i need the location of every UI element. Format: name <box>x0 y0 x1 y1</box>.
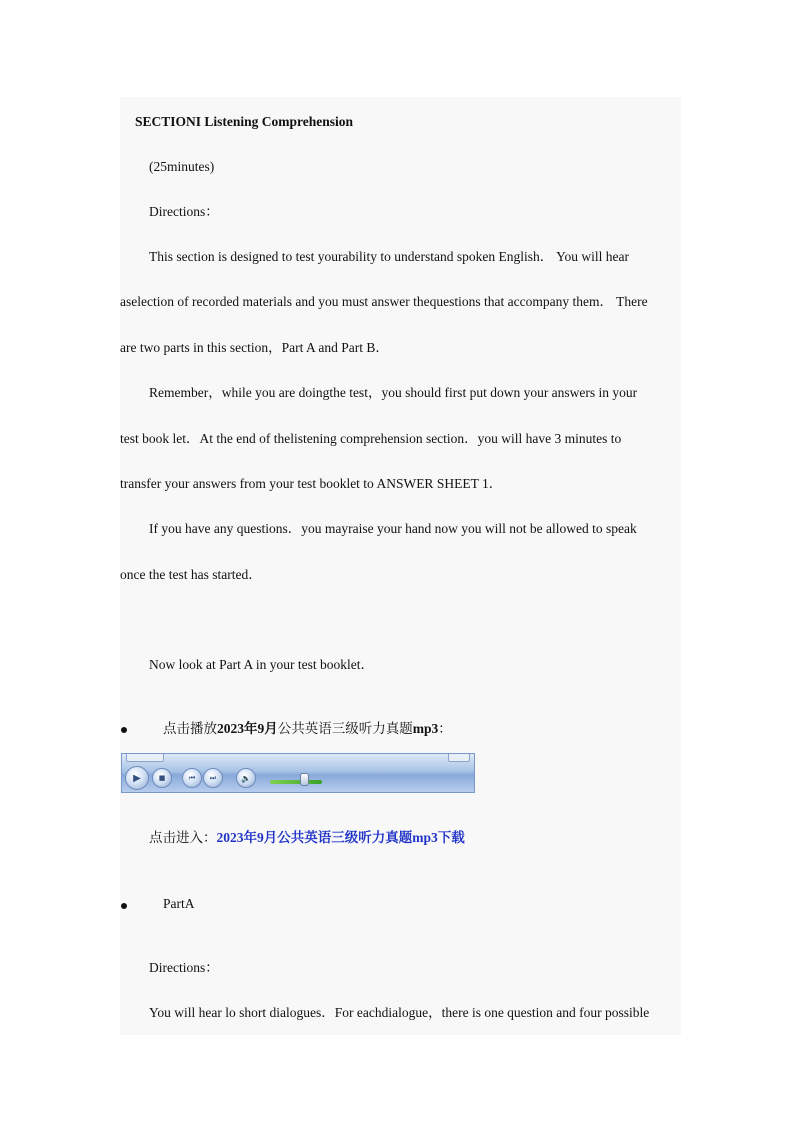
paragraph-2-line-1: Remember，while you are doingthe test，you should first put down your answers in your <box>149 385 638 400</box>
play-mp3-title: 公共英语三级听力真题 <box>277 721 413 736</box>
paragraph-2-line-3: transfer your answers from your test booklet to ANSWER SHEET 1． <box>120 476 503 491</box>
directions-label-2: Directions： <box>149 960 219 975</box>
directions-label: Directions： <box>149 204 219 219</box>
volume-slider-thumb[interactable] <box>300 773 309 786</box>
stop-icon[interactable]: ■ <box>152 768 172 788</box>
paragraph-1-line-2: aselection of recorded materials and you must answer thequestions that accompany them． There <box>120 294 648 309</box>
paragraph-3-line-2: once the test has started． <box>120 567 262 582</box>
bullet-dot <box>121 727 127 733</box>
player-tab-right[interactable] <box>448 753 470 762</box>
section-title: SECTIONI Listening Comprehension <box>135 114 354 129</box>
enter-download-line <box>149 831 749 845</box>
download-link[interactable]: 2023年9月公共英语三级听力真题mp3下载 <box>216 830 465 845</box>
media-player[interactable] <box>121 753 475 793</box>
now-look-text: Now look at Part A in your test booklet． <box>149 657 374 672</box>
duration-text: (25minutes) <box>149 159 215 174</box>
play-mp3-colon: ： <box>438 721 452 736</box>
play-mp3-date: 2023年9月 <box>217 721 278 736</box>
play-mp3-item <box>163 722 763 736</box>
next-icon[interactable]: ⏭ <box>203 768 223 788</box>
enter-prefix: 点击进入： <box>149 830 217 845</box>
document-page <box>120 97 681 1035</box>
bullet-dot-2 <box>121 903 127 909</box>
paragraph-2-line-2: test book let．At the end of thelistening comprehension section．you will have 3 minutes to <box>120 431 622 446</box>
part-a-directions-text: You will hear lo short dialogues．For eachdialogue，there is one question and four possible <box>149 1005 650 1020</box>
part-a-label: PartA <box>163 896 195 911</box>
paragraph-3-line-1: If you have any questions．you mayraise your hand now you will not be allowed to speak <box>149 521 637 536</box>
paragraph-1-line-3: are two parts in this section，Part A and Part B． <box>120 340 389 355</box>
previous-icon[interactable]: ⏮ <box>182 768 202 788</box>
play-mp3-prefix: 点击播放 <box>163 721 217 736</box>
volume-icon[interactable]: 🔈 <box>236 768 256 788</box>
volume-slider-track[interactable] <box>270 780 322 784</box>
play-mp3-ext: mp3 <box>412 721 439 736</box>
player-tab-left[interactable] <box>126 753 164 762</box>
paragraph-1-line-1: This section is designed to test yourability to understand spoken English． You will hear <box>149 249 629 264</box>
play-icon[interactable]: ▶ <box>125 766 149 790</box>
